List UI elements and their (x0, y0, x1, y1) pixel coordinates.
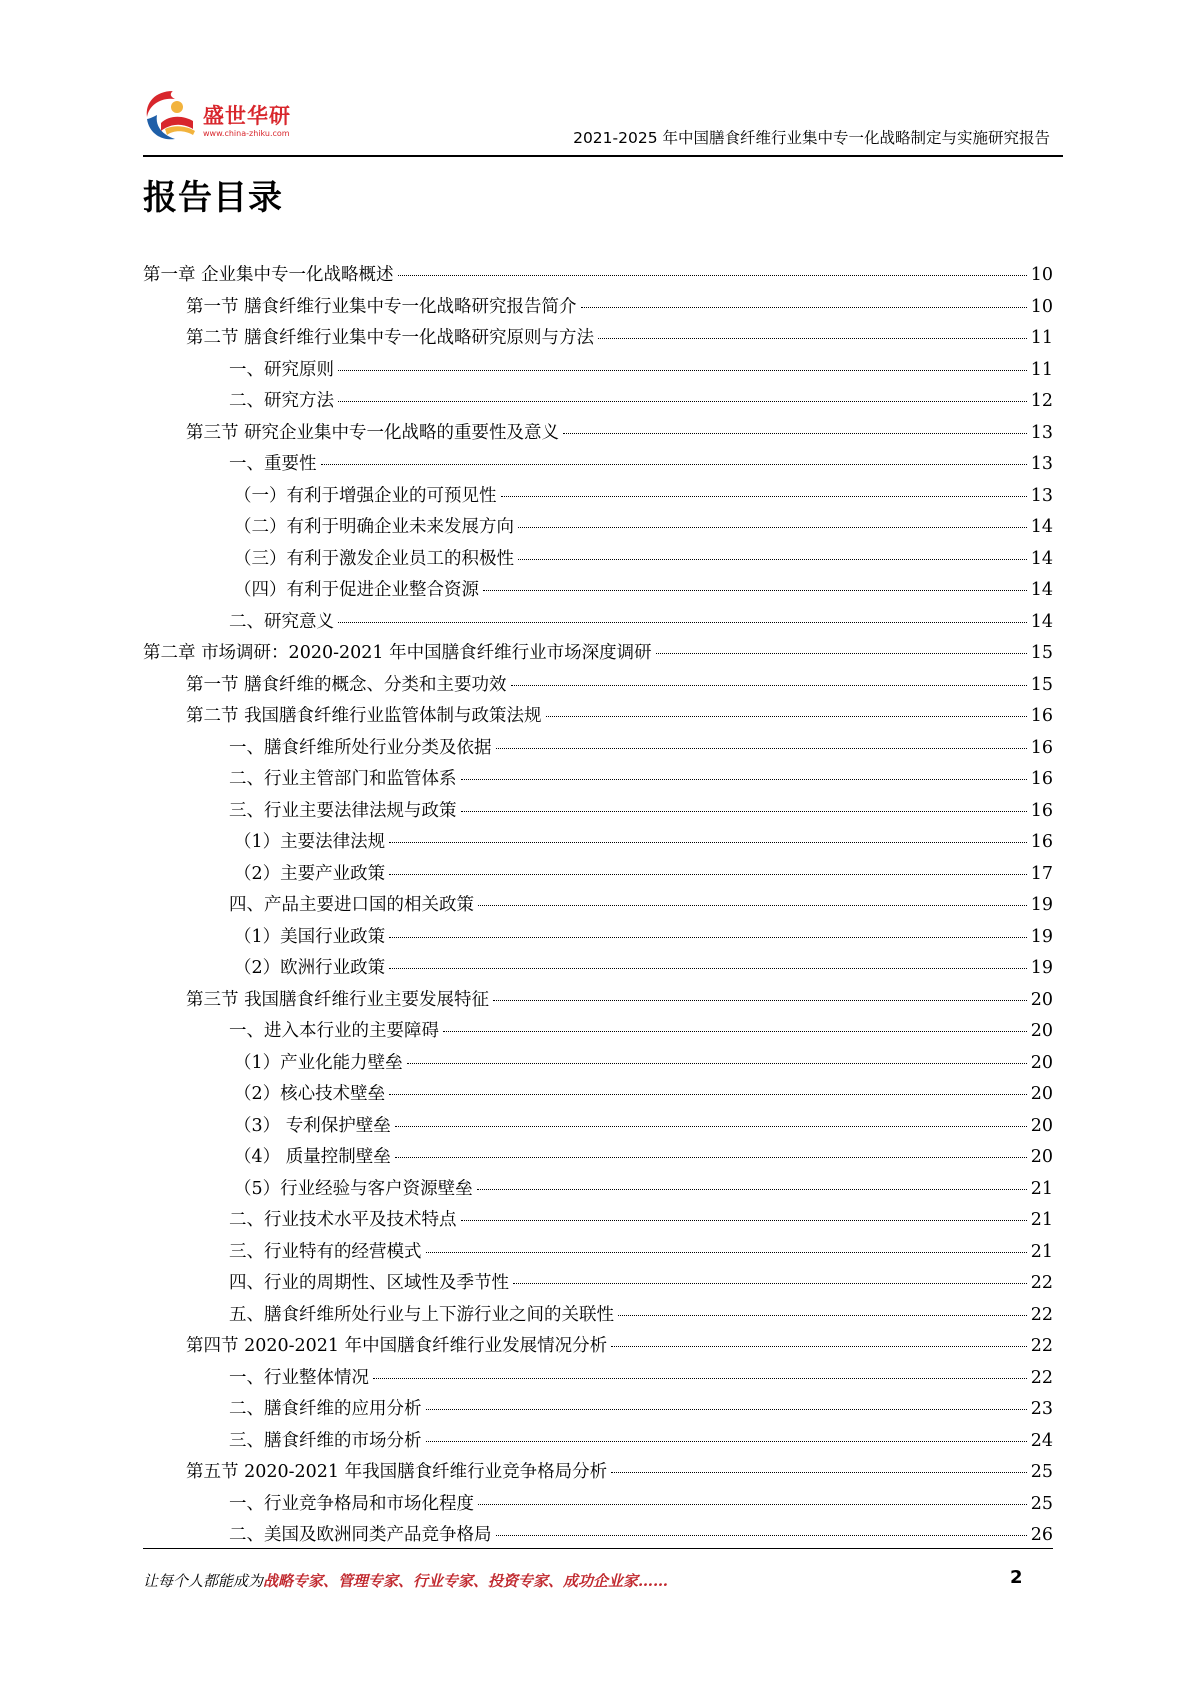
toc-dot-leader (398, 275, 1027, 276)
logo-emblem-icon (143, 85, 203, 147)
toc-entry[interactable] (143, 797, 1053, 829)
toc-entry-label: 第四节 2020-2021 年中国膳食纤维行业发展情况分析 (186, 1336, 608, 1356)
toc-entry[interactable] (143, 1112, 1053, 1144)
toc-dot-leader (389, 968, 1027, 969)
toc-entry-label: （5）行业经验与客户资源壁垒 (234, 1178, 473, 1199)
toc-entry-page: 14 (1030, 548, 1053, 569)
toc-dot-leader (511, 685, 1027, 686)
toc-entry-page: 22 (1030, 1273, 1053, 1293)
toc-dot-leader (493, 1000, 1027, 1001)
toc-entry[interactable] (143, 765, 1053, 797)
toc-entry[interactable] (143, 1143, 1053, 1175)
toc-entry[interactable] (143, 1080, 1053, 1112)
toc-entry-page: 15 (1030, 643, 1053, 663)
toc-entry[interactable] (143, 1301, 1053, 1333)
toc-entry[interactable] (143, 1206, 1053, 1238)
toc-entry-label: （一）有利于增强企业的可预见性 (234, 485, 497, 506)
toc-entry-label: 三、膳食纤维的市场分析 (229, 1430, 422, 1451)
toc-entry-page: 11 (1030, 328, 1053, 348)
toc-dot-leader (373, 1378, 1027, 1379)
toc-dot-leader (395, 1126, 1027, 1127)
toc-entry-label: 三、行业主要法律法规与政策 (229, 800, 457, 821)
toc-entry-page: 20 (1030, 1052, 1053, 1073)
toc-entry-page: 20 (1030, 1021, 1053, 1041)
toc-dot-leader (496, 1535, 1027, 1536)
logo-name: 盛世华研 (203, 104, 291, 128)
toc-entry[interactable] (143, 1490, 1053, 1522)
toc-entry-label: 第一节 膳食纤维行业集中专一化战略研究报告简介 (186, 296, 577, 317)
toc-entry[interactable] (143, 1269, 1053, 1301)
toc-dot-leader (563, 433, 1027, 434)
toc-entry[interactable] (143, 576, 1053, 608)
toc-entry-page: 22 (1030, 1304, 1053, 1325)
toc-dot-leader (338, 370, 1027, 371)
toc-dot-leader (389, 1094, 1027, 1095)
toc-entry[interactable] (143, 734, 1053, 766)
toc-entry-page: 16 (1030, 769, 1053, 789)
toc-entry[interactable] (143, 1175, 1053, 1207)
toc-entry-label: 一、膳食纤维所处行业分类及依据 (229, 737, 492, 758)
toc-entry[interactable] (143, 702, 1053, 734)
toc-entry-label: （四）有利于促进企业整合资源 (234, 580, 479, 600)
toc-entry[interactable] (143, 891, 1053, 923)
toc-entry-label: 二、研究意义 (229, 611, 334, 632)
toc-dot-leader (611, 1346, 1027, 1347)
toc-entry-label: 一、研究原则 (229, 359, 334, 380)
toc-entry[interactable] (143, 671, 1053, 703)
toc-dot-leader (443, 1031, 1027, 1032)
toc-entry[interactable] (143, 1364, 1053, 1396)
toc-entry-label: 二、美国及欧洲同类产品竞争格局 (229, 1525, 492, 1545)
toc-entry-label: 第五节 2020-2021 年我国膳食纤维行业竞争格局分析 (186, 1462, 608, 1482)
toc-entry[interactable] (143, 1427, 1053, 1459)
toc-dot-leader (478, 1504, 1027, 1505)
toc-entry-label: （1）美国行业政策 (234, 926, 386, 947)
toc-entry[interactable] (143, 1332, 1053, 1364)
toc-entry[interactable] (143, 261, 1053, 293)
toc-entry-label: （3） 专利保护壁垒 (234, 1115, 391, 1136)
toc-dot-leader (611, 1472, 1027, 1473)
toc-entry-label: 一、重要性 (229, 454, 317, 474)
toc-entry-page: 16 (1030, 737, 1053, 758)
toc-entry-page: 19 (1030, 958, 1053, 978)
page-title: 报告目录 (143, 178, 283, 218)
toc-entry-page: 25 (1030, 1493, 1053, 1514)
toc-entry[interactable] (143, 860, 1053, 892)
toc-entry-label: 第二节 我国膳食纤维行业监管体制与政策法规 (186, 706, 542, 726)
toc-dot-leader (389, 937, 1027, 938)
toc-entry-page: 12 (1030, 391, 1053, 411)
toc-dot-leader (321, 464, 1027, 465)
toc-entry[interactable] (143, 608, 1053, 640)
toc-entry-page: 20 (1030, 1084, 1053, 1104)
toc-entry-page: 19 (1030, 895, 1053, 915)
logo-url: www.china-zhiku.com (203, 129, 290, 138)
toc-entry-label: 二、膳食纤维的应用分析 (229, 1399, 422, 1419)
toc-dot-leader (478, 905, 1027, 906)
toc-dot-leader (389, 842, 1027, 843)
toc-entry-page: 10 (1030, 265, 1053, 285)
toc-entry[interactable] (143, 545, 1053, 577)
toc-entry-label: 一、行业整体情况 (229, 1367, 369, 1388)
toc-dot-leader (461, 1220, 1027, 1221)
toc-entry-page: 13 (1030, 454, 1053, 474)
toc-dot-leader (656, 653, 1027, 654)
toc-entry[interactable] (143, 954, 1053, 986)
toc-dot-leader (407, 1063, 1027, 1064)
toc-entry[interactable] (143, 450, 1053, 482)
toc-entry-page: 16 (1030, 800, 1053, 821)
toc-dot-leader (501, 496, 1027, 497)
toc-entry[interactable] (143, 293, 1053, 325)
toc-dot-leader (426, 1409, 1027, 1410)
toc-entry-label: （2）欧洲行业政策 (234, 958, 386, 978)
toc-entry-page: 14 (1030, 611, 1053, 632)
toc-entry-label: 第三节 我国膳食纤维行业主要发展特征 (186, 989, 490, 1010)
footer-divider (143, 1548, 1053, 1549)
toc-dot-leader (426, 1252, 1027, 1253)
toc-entry-label: （2）主要产业政策 (234, 863, 386, 884)
toc-entry-page: 23 (1030, 1399, 1053, 1419)
toc-entry-page: 21 (1030, 1241, 1053, 1262)
toc-entry-page: 20 (1030, 1147, 1053, 1167)
toc-entry[interactable] (143, 482, 1053, 514)
toc-dot-leader (426, 1441, 1027, 1442)
toc-entry[interactable] (143, 513, 1053, 545)
toc-entry[interactable] (143, 324, 1053, 356)
toc-entry[interactable] (143, 1458, 1053, 1490)
toc-dot-leader (518, 559, 1027, 560)
toc-entry-page: 21 (1030, 1210, 1053, 1230)
toc-dot-leader (389, 874, 1027, 875)
toc-entry-label: 第二章 市场调研：2020-2021 年中国膳食纤维行业市场深度调研 (143, 643, 652, 663)
toc-entry-page: 16 (1030, 832, 1053, 852)
footer-slogan (143, 1570, 668, 1591)
toc-entry-page: 22 (1030, 1367, 1053, 1388)
toc-entry-page: 26 (1030, 1525, 1053, 1545)
toc-entry-page: 20 (1030, 989, 1053, 1010)
footer-slogan-prefix: 让每个人都能成为 (143, 1572, 264, 1590)
toc-entry[interactable] (143, 828, 1053, 860)
toc-entry-label: 第二节 膳食纤维行业集中专一化战略研究原则与方法 (186, 328, 595, 348)
toc-entry[interactable] (143, 923, 1053, 955)
toc-entry-label: （二）有利于明确企业未来发展方向 (234, 517, 514, 537)
header-divider (143, 155, 1063, 157)
toc-dot-leader (477, 1189, 1027, 1190)
toc-dot-leader (461, 779, 1027, 780)
toc-entry-page: 19 (1030, 926, 1053, 947)
toc-entry-page: 24 (1030, 1430, 1053, 1451)
toc-dot-leader (546, 716, 1027, 717)
toc-dot-leader (518, 527, 1027, 528)
toc-entry-page: 17 (1030, 863, 1053, 884)
toc-entry[interactable] (143, 986, 1053, 1018)
toc-entry-page: 14 (1030, 580, 1053, 600)
toc-dot-leader (395, 1157, 1027, 1158)
toc-entry-label: 二、行业主管部门和监管体系 (229, 769, 457, 789)
toc-entry[interactable] (143, 1049, 1053, 1081)
toc-entry-page: 20 (1030, 1115, 1053, 1136)
toc-entry-label: （4） 质量控制壁垒 (234, 1147, 391, 1167)
toc-entry-page: 13 (1030, 485, 1053, 506)
toc-entry-label: 第三节 研究企业集中专一化战略的重要性及意义 (186, 422, 560, 443)
toc-dot-leader (598, 338, 1027, 339)
toc-entry[interactable] (143, 356, 1053, 388)
toc-entry[interactable] (143, 419, 1053, 451)
toc-entry-label: 三、行业特有的经营模式 (229, 1241, 422, 1262)
toc-entry-label: （2）核心技术壁垒 (234, 1084, 386, 1104)
toc-entry[interactable] (143, 639, 1053, 671)
toc-entry-page: 22 (1030, 1336, 1053, 1356)
toc-dot-leader (338, 401, 1027, 402)
toc-dot-leader (461, 811, 1027, 812)
toc-dot-leader (483, 590, 1027, 591)
toc-entry-page: 11 (1030, 359, 1053, 380)
footer-slogan-highlight: 战略专家、管理专家、行业专家、投资专家、成功企业家…… (263, 1572, 669, 1590)
company-logo (143, 85, 313, 150)
toc-entry-label: 第一章 企业集中专一化战略概述 (143, 265, 394, 285)
toc-entry-label: 四、行业的周期性、区域性及季节性 (229, 1273, 509, 1293)
toc-entry-page: 14 (1030, 517, 1053, 537)
toc-entry-label: 一、行业竞争格局和市场化程度 (229, 1493, 474, 1514)
toc-dot-leader (513, 1283, 1027, 1284)
toc-dot-leader (338, 622, 1027, 623)
toc-entry-label: 四、产品主要进口国的相关政策 (229, 895, 474, 915)
toc-entry[interactable] (143, 1017, 1053, 1049)
toc-dot-leader (618, 1315, 1027, 1316)
toc-entry-page: 16 (1030, 706, 1053, 726)
toc-entry-label: 五、膳食纤维所处行业与上下游行业之间的关联性 (229, 1304, 614, 1325)
toc-dot-leader (581, 307, 1027, 308)
page-number: 2 (1010, 1567, 1023, 1588)
toc-entry[interactable] (143, 387, 1053, 419)
toc-entry-label: （1）产业化能力壁垒 (234, 1052, 403, 1073)
toc-dot-leader (496, 748, 1027, 749)
toc-entry-label: （1）主要法律法规 (234, 832, 386, 852)
toc-entry-page: 10 (1030, 296, 1053, 317)
toc-entry-page: 21 (1030, 1178, 1053, 1199)
toc-entry-label: （三）有利于激发企业员工的积极性 (234, 548, 514, 569)
toc-entry-page: 15 (1030, 674, 1053, 695)
toc-entry-label: 第一节 膳食纤维的概念、分类和主要功效 (186, 674, 507, 695)
toc-entry-page: 13 (1030, 422, 1053, 443)
toc-entry-label: 二、研究方法 (229, 391, 334, 411)
toc-entry-page: 25 (1030, 1462, 1053, 1482)
table-of-contents (143, 261, 1053, 1553)
toc-entry-label: 二、行业技术水平及技术特点 (229, 1210, 457, 1230)
toc-entry[interactable] (143, 1238, 1053, 1270)
toc-entry-label: 一、进入本行业的主要障碍 (229, 1021, 439, 1041)
toc-entry[interactable] (143, 1395, 1053, 1427)
report-title: 2021-2025 年中国膳食纤维行业集中专一化战略制定与实施研究报告 (573, 129, 1050, 147)
